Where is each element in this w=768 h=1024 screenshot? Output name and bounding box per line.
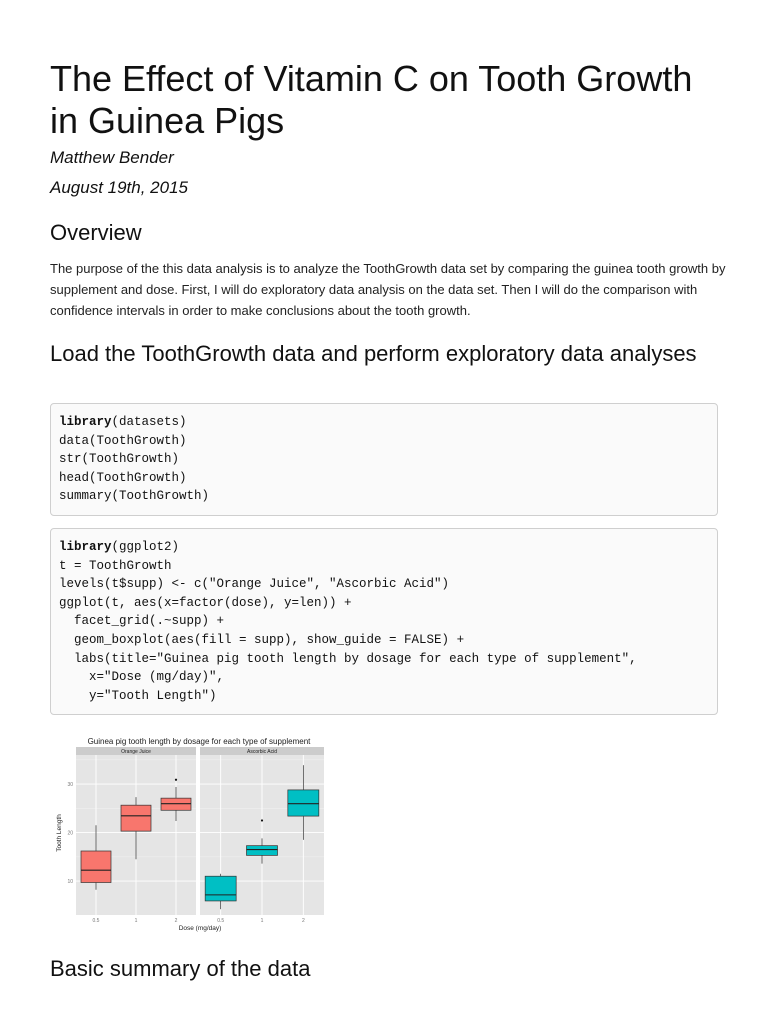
outlier-point [261,819,263,821]
code-line [59,575,709,594]
code-text: ggplot(t, aes(x=factor(dose), y=len)) + [59,595,352,610]
overview-heading: Overview [50,220,142,245]
code-line [59,650,709,669]
tooth-length-boxplot [48,733,338,938]
code-text: summary(ToothGrowth) [59,489,210,504]
box [121,805,151,831]
document-date: August 19th, 2015 [50,178,189,197]
box [288,790,319,816]
x-tick-label: 0.5 [92,918,100,924]
code-line [59,469,709,488]
x-tick-label: 1 [134,918,138,924]
code-block-load-datasets [50,403,718,516]
document-title: The Effect of Vitamin C on Tooth Growth in Guinea Pigs [50,58,693,141]
code-text: geom_boxplot(aes(fill = supp), show_guide = FALSE) + [59,632,465,647]
facet-label: Ascorbic Acid [246,749,278,755]
x-tick-label: 2 [174,918,178,924]
code-block-ggplot [50,528,718,715]
y-tick-label: 10 [67,878,73,885]
x-axis-label: Dose (mg/day) [178,925,222,932]
code-line [59,557,709,576]
code-text: data(ToothGrowth) [59,433,187,448]
code-line [59,538,709,557]
code-line [59,612,709,631]
code-text: labs(title="Guinea pig tooth length by dosage for each type of supplement", [59,651,637,666]
y-axis-label: Tooth Length [56,814,63,852]
code-keyword: library [59,540,112,554]
basic-summary-heading: Basic summary of the data [50,956,311,981]
load-data-heading: Load the ToothGrowth data and perform exploratory data analyses [50,341,697,366]
code-text: (datasets) [111,415,187,429]
facet-label: Orange Juice [121,749,151,755]
x-tick-label: 2 [301,918,305,924]
code-line [59,450,709,469]
code-text: (ggplot2) [111,540,180,554]
x-tick-label: 1 [260,918,264,924]
box [205,876,236,901]
chart-title: Guinea pig tooth length by dosage for each type of supplement [87,737,311,746]
code-line [59,668,709,687]
x-tick-label: 0.5 [217,918,225,924]
y-tick-label: 20 [67,830,73,837]
code-text: y="Tooth Length") [59,688,217,703]
author-name: Matthew Bender [50,148,174,167]
box [81,851,111,883]
box [247,846,278,856]
outlier-point [175,779,177,781]
code-text: t = ToothGrowth [59,558,172,573]
overview-paragraph: The purpose of the this data analysis is to analyze the ToothGrowth data set by comparing the guinea tooth growth by supplement and dose. First, I will do exploratory data analysis on the data set. Then I will do the comparison with confidence intervals in order to make conclusions about the tooth growth. [50,261,726,318]
code-keyword: library [59,415,112,429]
code-line [59,687,709,706]
code-text: str(ToothGrowth) [59,452,180,467]
code-line [59,594,709,613]
code-text: head(ToothGrowth) [59,470,187,485]
code-line [59,487,709,506]
code-text: levels(t$supp) <- c("Orange Juice", "Ascorbic Acid") [59,577,450,592]
y-tick-label: 30 [67,781,73,788]
code-line [59,631,709,650]
code-line [59,432,709,451]
code-text: x="Dose (mg/day)", [59,670,225,685]
code-text: facet_grid(.~supp) + [59,614,225,629]
code-line [59,413,709,432]
